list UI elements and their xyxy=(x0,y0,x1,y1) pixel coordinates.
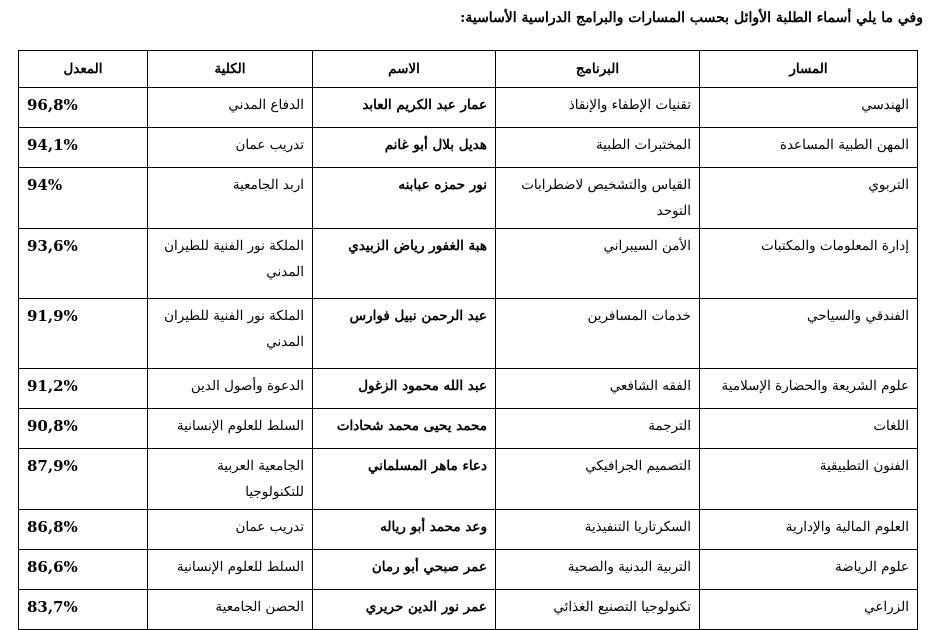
average-cell: 96,8% xyxy=(19,88,148,128)
college-cell: الحصن الجامعية xyxy=(148,590,313,630)
track-cell: علوم الرياضة xyxy=(700,550,918,590)
student-name-cell: عمر صبحي أبو رمان xyxy=(313,550,496,590)
track-cell: اللغات xyxy=(700,409,918,449)
student-name-cell: عمار عبد الكريم العابد xyxy=(313,88,496,128)
college-cell: الدفاع المدني xyxy=(148,88,313,128)
average-cell: 87,9% xyxy=(19,449,148,510)
average-cell: 86,8% xyxy=(19,510,148,550)
program-cell: الترجمة xyxy=(496,409,700,449)
program-cell: السكرتاريا التنفيذية xyxy=(496,510,700,550)
program-cell: الأمن السيبراني xyxy=(496,229,700,299)
table-row xyxy=(19,168,918,229)
average-cell: 91,9% xyxy=(19,299,148,369)
header-row xyxy=(19,51,918,88)
college-cell: الجامعية العربية للتكنولوجيا xyxy=(148,449,313,510)
table-row xyxy=(19,409,918,449)
program-cell: التربية البدنية والصحية xyxy=(496,550,700,590)
program-cell: المختبرات الطبية xyxy=(496,128,700,168)
table-row xyxy=(19,88,918,128)
table-row xyxy=(19,229,918,299)
table-row xyxy=(19,449,918,510)
average-cell: 93,6% xyxy=(19,229,148,299)
page-heading: وفي ما يلي أسماء الطلبة الأوائل بحسب المسارات والبرامج الدراسية الأساسية: xyxy=(460,10,923,26)
track-cell: الفندقي والسياحي xyxy=(700,299,918,369)
student-name-cell: عبد الرحمن نبيل فوارس xyxy=(313,299,496,369)
table-row xyxy=(19,550,918,590)
student-name-cell: دعاء ماهر المسلماني xyxy=(313,449,496,510)
average-cell: 94,1% xyxy=(19,128,148,168)
track-cell: الزراعي xyxy=(700,590,918,630)
program-cell: الفقه الشافعي xyxy=(496,369,700,409)
college-cell: اربد الجامعية xyxy=(148,168,313,229)
program-cell: التصميم الجرافيكي xyxy=(496,449,700,510)
average-cell: 94% xyxy=(19,168,148,229)
student-name-cell: هبة الغفور رياض الزبيدي xyxy=(313,229,496,299)
average-cell: 86,6% xyxy=(19,550,148,590)
header-college: الكلية xyxy=(148,51,313,88)
header-program: البرنامج xyxy=(496,51,700,88)
college-cell: الملكة نور الفنية للطيران المدني xyxy=(148,229,313,299)
student-name-cell: هديل بلال أبو غانم xyxy=(313,128,496,168)
student-name-cell: عمر نور الدين حريري xyxy=(313,590,496,630)
track-cell: إدارة المعلومات والمكتبات xyxy=(700,229,918,299)
average-cell: 83,7% xyxy=(19,590,148,630)
header-average: المعدل xyxy=(19,51,148,88)
program-cell: تقنيات الإطفاء والإنقاذ xyxy=(496,88,700,128)
track-cell: التربوي xyxy=(700,168,918,229)
program-cell: القياس والتشخيص لاضطرابات التوحد xyxy=(496,168,700,229)
header-name: الاسم xyxy=(313,51,496,88)
college-cell: السلط للعلوم الإنسانية xyxy=(148,409,313,449)
college-cell: تدريب عمان xyxy=(148,128,313,168)
table-row xyxy=(19,510,918,550)
track-cell: الهندسي xyxy=(700,88,918,128)
student-name-cell: نور حمزه عبابنه xyxy=(313,168,496,229)
college-cell: الملكة نور الفنية للطيران المدني xyxy=(148,299,313,369)
college-cell: الدعوة وأصول الدين xyxy=(148,369,313,409)
table-row xyxy=(19,590,918,630)
table-row xyxy=(19,299,918,369)
college-cell: السلط للعلوم الإنسانية xyxy=(148,550,313,590)
track-cell: علوم الشريعة والحضارة الإسلامية xyxy=(700,369,918,409)
program-cell: تكنولوجيا التصنيع الغذائي xyxy=(496,590,700,630)
track-cell: العلوم المالية والإدارية xyxy=(700,510,918,550)
student-name-cell: محمد يحيى محمد شحادات xyxy=(313,409,496,449)
table-row xyxy=(19,369,918,409)
student-name-cell: عبد الله محمود الزغول xyxy=(313,369,496,409)
student-name-cell: وعد محمد أبو رياله xyxy=(313,510,496,550)
track-cell: الفنون التطبيقية xyxy=(700,449,918,510)
average-cell: 90,8% xyxy=(19,409,148,449)
college-cell: تدريب عمان xyxy=(148,510,313,550)
program-cell: خدمات المسافرين xyxy=(496,299,700,369)
track-cell: المهن الطبية المساعدة xyxy=(700,128,918,168)
header-track: المسار xyxy=(700,51,918,88)
table-row xyxy=(19,128,918,168)
average-cell: 91,2% xyxy=(19,369,148,409)
top-students-table xyxy=(18,50,918,630)
